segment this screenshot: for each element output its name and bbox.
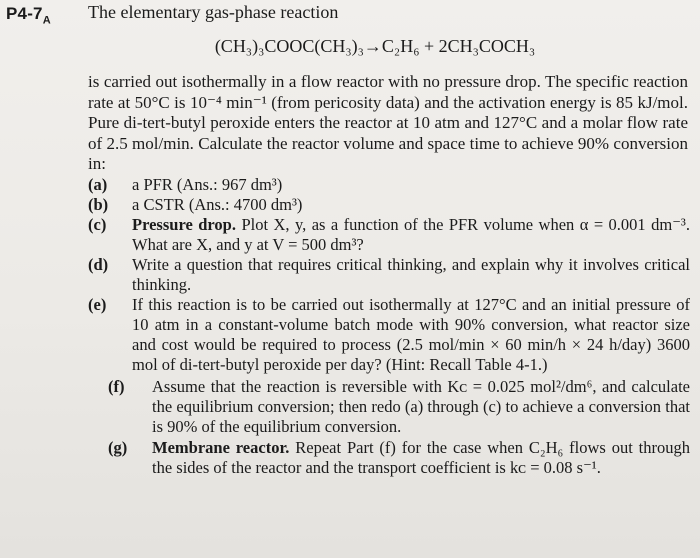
problem-number: $P4-7_A$: [6, 4, 51, 27]
part-e: [88, 295, 690, 375]
part-text: If this reaction is to be carried out isothermally at 127°C and an initial pressure of 10 atm in a constant-volume batch mode with 90% conversion, what reactor size and cost would be required to process (2.5 mol/min × 60 min/h × 24 h/day) 3600 mol of di-tert-butyl peroxide per day? (Hint: Recall Table 4-1.): [132, 295, 690, 374]
problem-intro: The elementary gas-phase reaction: [88, 2, 339, 22]
part-text: Plot X, y, as a function of the PFR volume when α = 0.001 dm⁻³. What are X, and y at V = 500 dm³?: [132, 215, 690, 254]
part-title: Membrane reactor.: [152, 438, 290, 457]
part-text: a CSTR (Ans.: 4700 dm³): [132, 195, 303, 214]
part-d: [88, 255, 690, 295]
part-b: [88, 195, 690, 215]
part-body: [152, 438, 690, 478]
problem-parts: [88, 175, 690, 478]
part-text: Write a question that requires critical thinking, and explain why it involves critical thinking.: [132, 255, 690, 294]
part-g: [108, 438, 690, 478]
part-label: (b): [88, 195, 109, 214]
part-body: [132, 215, 690, 255]
part-label: (c): [88, 215, 107, 234]
part-label: (f): [108, 377, 125, 396]
part-text: a PFR (Ans.: 967 dm³): [132, 175, 283, 194]
part-text: Repeat Part (f) for the case when C₂H₆ flows out through the sides of the reactor and the transport coefficient is kᴄ = 0.08 s⁻¹.: [152, 438, 691, 477]
problem-statement: is carried out isothermally in a flow reactor with no pressure drop. The specific reaction rate at 50°C is 10⁻⁴ min⁻¹ (from pericosity data) and the activation energy is 85 kJ/mol. Pure di-tert-butyl peroxide enters the reactor at 10 atm and 127°C and a molar flow rate of 2.5 mol/min. Calculate the reactor volume and space time to achieve 90% conversion in:: [88, 72, 688, 174]
part-f: [108, 377, 690, 437]
part-label: (e): [88, 295, 107, 314]
part-title: Pressure drop.: [132, 215, 236, 234]
part-c: [88, 215, 690, 255]
part-a: [88, 175, 690, 195]
part-label: (d): [88, 255, 109, 274]
reaction-equation: (CH₃)₃COOC(CH₃)₃→C₂H₆ + 2CH₃COCH₃: [214, 36, 536, 56]
part-text: Assume that the reaction is reversible with Kᴄ = 0.025 mol²/dm⁶, and calculate the equilibrium conversion; then redo (a) through (c) to achieve a conversion that is 90% of the equilibrium conversion.: [152, 377, 690, 436]
part-label: (a): [88, 175, 108, 194]
part-label: (g): [108, 438, 128, 457]
